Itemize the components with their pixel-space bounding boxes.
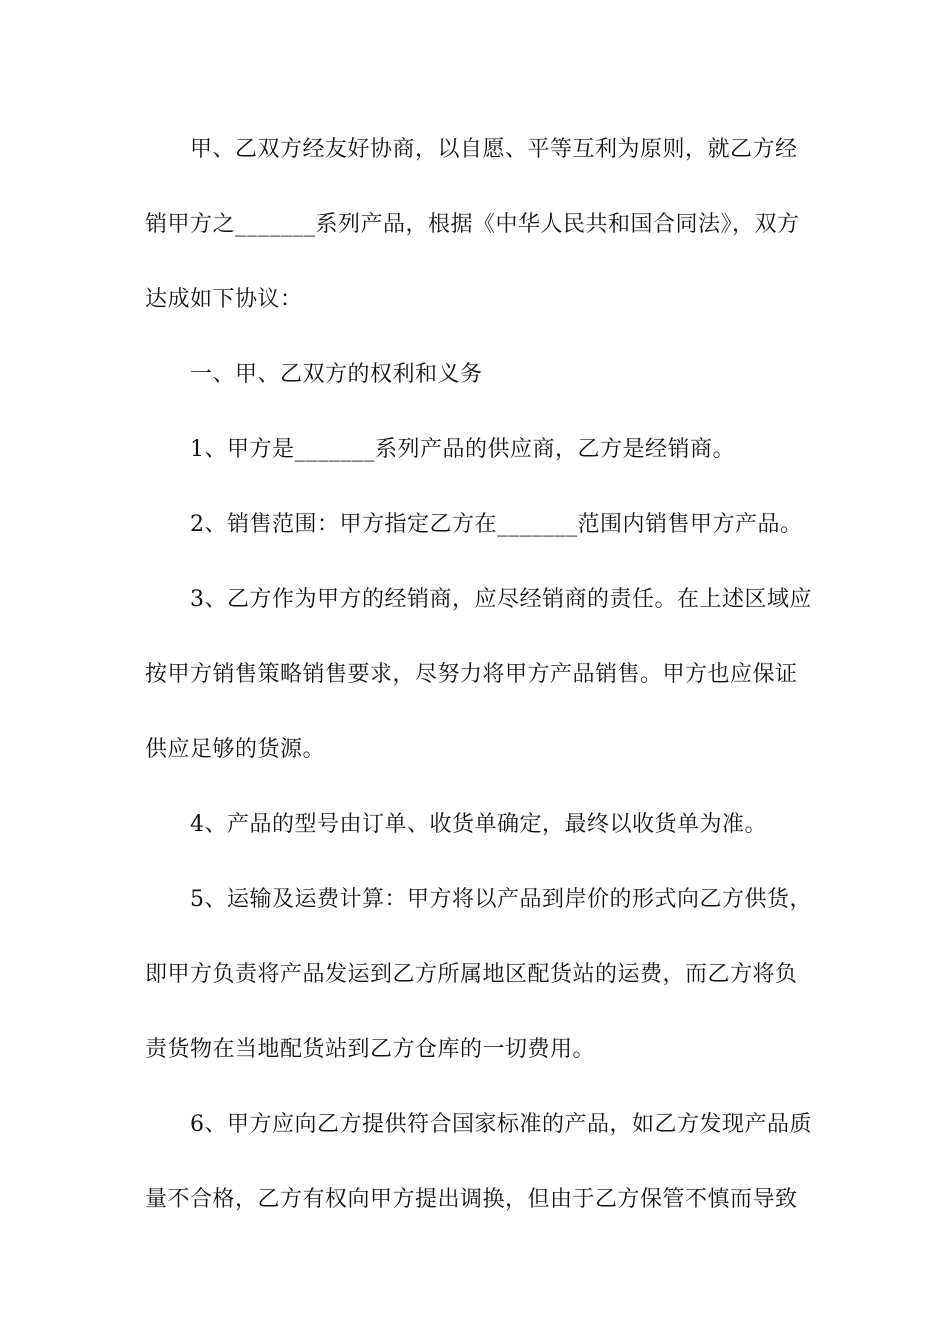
text-line: 按甲方销售策略销售要求，尽努力将甲方产品销售。甲方也应保证 <box>145 662 798 687</box>
text-line: 5、运输及运费计算：甲方将以产品到岸价的形式向乙方供货， <box>145 887 812 912</box>
text-line: 4、产品的型号由订单、收货单确定，最终以收货单为准。 <box>145 812 767 837</box>
section-heading: 一、甲、乙双方的权利和义务 <box>145 362 483 387</box>
text-line: 达成如下协议： <box>145 287 303 312</box>
text-line: 量不合格，乙方有权向甲方提出调换，但由于乙方保管不慎而导致 <box>145 1187 798 1212</box>
text-line: 6、甲方应向乙方提供符合国家标准的产品，如乙方发现产品质 <box>145 1112 812 1137</box>
text-line: 销甲方之_______系列产品，根据《中华人民共和国合同法》，双方 <box>145 212 800 237</box>
text-line: 2、销售范围：甲方指定乙方在_______范围内销售甲方产品。 <box>145 512 803 537</box>
text-line: 甲、乙双方经友好协商，以自愿、平等互利为原则，就乙方经 <box>145 137 798 162</box>
text-line: 1、甲方是_______系列产品的供应商，乙方是经销商。 <box>145 437 735 462</box>
text-line: 责货物在当地配货站到乙方仓库的一切费用。 <box>145 1037 596 1062</box>
text-line: 3、乙方作为甲方的经销商，应尽经销商的责任。在上述区域应 <box>145 587 812 612</box>
text-line: 供应足够的货源。 <box>145 737 326 762</box>
text-line: 即甲方负责将产品发运到乙方所属地区配货站的运费，而乙方将负 <box>145 962 798 987</box>
